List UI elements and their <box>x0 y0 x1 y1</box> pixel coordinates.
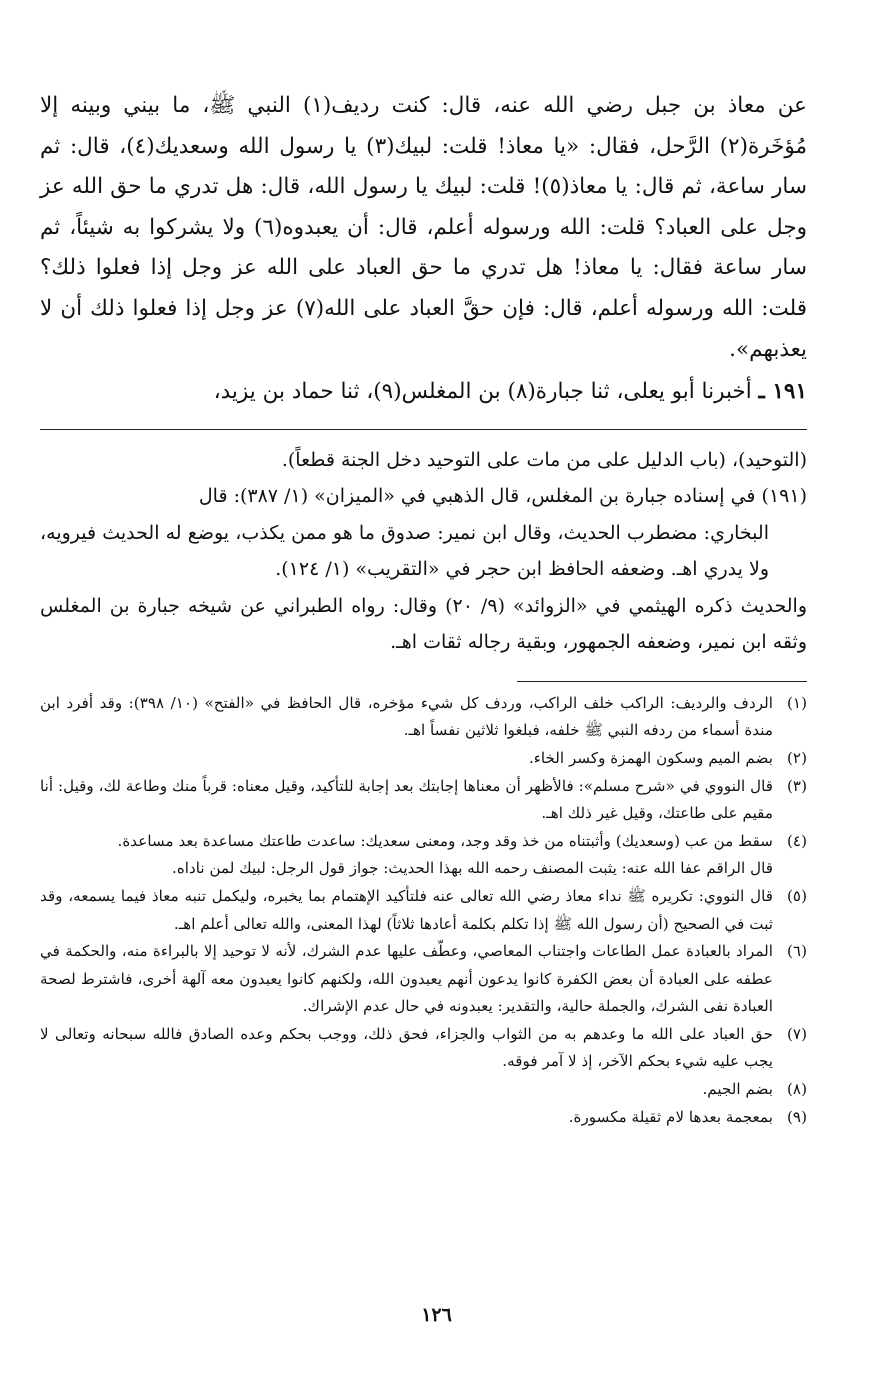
footnote-text: قال النووي: تكريره ﷺ نداء معاذ رضي الله تعالى عنه فلتأكيد الإهتمام بما يخبره، وليكمل تنبه معاذ فيما يسمعه، وقد ثبت في الصحيح (أن رسول الله ﷺ إذا تكلم بكلمة أعادها ثلاثاً) لهذا المعنى، والله تعالى أعلم اهـ. <box>40 886 773 933</box>
commentary-para-1-lead: (١٩١) في إسناده جبارة بن المغلس، قال الذهبي في «الميزان» (١/ ٣٨٧): قال <box>198 485 807 508</box>
footnote-number: (٨) <box>786 1080 807 1099</box>
entry-number: ١٩١ ـ <box>758 379 807 405</box>
commentary-line-1: (التوحيد)، (باب الدليل على من مات على التوحيد دخل الجنة قطعاً). <box>281 448 807 471</box>
footnote-7 <box>40 1021 807 1076</box>
footnote-number: (٢) <box>786 748 807 767</box>
footnote-text: بمعجمة بعدها لام ثقيلة مكسورة. <box>568 1107 773 1126</box>
footnote-number: (١) <box>786 693 807 712</box>
footnote-text: بضم الميم وسكون الهمزة وكسر الخاء. <box>528 748 773 767</box>
footnote-number: (٧) <box>786 1024 807 1043</box>
main-text <box>40 86 807 413</box>
footnote-9 <box>40 1104 807 1132</box>
footnote-4 <box>40 828 807 856</box>
footnote-1 <box>40 690 807 745</box>
footnote-text: المراد بالعبادة عمل الطاعات واجتناب المعاصي، وعطّف عليها عدم الشرك، لأنه لا توحيد إلا بالبراءة منه، والحكمة في عطفه على العبادة أن بعض الكفرة كانوا يدعون أنهم يعبدون الله، ولكنهم كانوا يعبدون معه آلهة أخرى، فاشترط لصحة العبادة نفى الشرك، والجملة حالية، والتقدير: يعبدونه في حال عدم الإشراك. <box>40 942 773 1016</box>
footnote-text: الردف والرديف: الراكب خلف الراكب، وردف كل شيء مؤخره، قال الحافظ في «الفتح» (١٠/ ٣٩٨): وقد أفرد ابن مندة أسماء من ردفه النبي ﷺ خلفه، فبلغوا ثلاثين نفساً اهـ. <box>40 693 773 740</box>
main-divider <box>40 429 807 430</box>
footnote-3 <box>40 773 807 828</box>
footnote-8 <box>40 1076 807 1104</box>
footnote-number: (٥) <box>786 886 807 905</box>
footnote-number: (٤) <box>786 831 807 850</box>
page-number: ١٢٦ <box>421 1304 452 1326</box>
commentary <box>40 442 807 661</box>
footnote-text: حق العباد على الله ما وعدهم به من الثواب والجزاء، فحق ذلك، ووجب بحكم وعده الصادق فالله سبحانه وتعالى لا يجب عليه شيء بحكم الآخر، إذ لا آمر فوقه. <box>40 1024 773 1071</box>
hadith-paragraph: عن معاذ بن جبل رضي الله عنه، قال: كنت رديف(١) النبي ﷺ، ما بيني وبينه إلا مُؤخَرة(٢) الرَّحل، فقال: «يا معاذ! قلت: لبيك(٣) يا رسول الله وسعديك(٤)، قال: ثم سار ساعة، ثم قال: يا معاذ(٥)! قلت: لبيك يا رسول الله، قال: هل تدري ما حق الله عز وجل على العباد؟ قلت: الله ورسوله أعلم، قال: أن يعبدوه(٦) ولا يشركوا به شيئاً، ثم سار ساعة فقال: يا معاذ! هل تدري ما حق العباد على الله عز وجل إذا فعلوا ذلك؟ قلت: الله ورسوله أعلم، قال: فإن حقَّ العباد على الله(٧) عز وجل إذا فعلوا ذلك أن لا يعذبهم». <box>40 93 808 362</box>
footnote-5 <box>40 883 807 938</box>
footnotes <box>40 690 807 1132</box>
footnote-6 <box>40 938 807 1021</box>
footnote-note: قال الراقم عفا الله عنه: يثبت المصنف رحمه الله بهذا الحديث: جواز قول الرجل: لبيك لمن ناداه. <box>172 859 773 878</box>
commentary-para-1-rest: البخاري: مضطرب الحديث، وقال ابن نمير: صدوق ما هو ممن يكذب، يوضع له الحديث فيرويه، ولا يدري اهـ. وضعفه الحافظ ابن حجر في «التقريب» (١/ ١٢٤). <box>40 521 769 581</box>
footnote-number: (٦) <box>786 942 807 961</box>
footnote-number: (٣) <box>786 776 807 795</box>
footnote-2 <box>40 745 807 773</box>
footnote-number: (٩) <box>786 1107 807 1126</box>
footnote-divider <box>517 681 807 682</box>
footnote-text: بضم الجيم. <box>702 1080 773 1099</box>
hadith-entry-191 <box>40 372 807 413</box>
commentary-para-2: والحديث ذكره الهيثمي في «الزوائد» (٩/ ٢٠) وقال: رواه الطبراني عن شيخه جبارة بن المغلس وثقه ابن نمير، وضعفه الجمهور، وبقية رجاله ثقات اهـ. <box>40 594 808 654</box>
footnote-text: قال النووي في «شرح مسلم»: فالأظهر أن معناها إجابتك بعد إجابة للتأكيد، وقيل معناه: قرباً منك وطاعة لك، وقيل: أنا مقيم على طاعتك، وقيل غير ذلك اهـ. <box>40 776 773 823</box>
footnote-text: سقط من عب (وسعديك) وأثبتناه من خذ وقد وجد، ومعنى سعديك: ساعدت طاعتك مساعدة بعد مساعدة. <box>117 831 773 850</box>
entry-text: أخبرنا أبو يعلى، ثنا جبارة(٨) بن المغلس(٩)، ثنا حماد بن يزيد، <box>213 379 752 405</box>
